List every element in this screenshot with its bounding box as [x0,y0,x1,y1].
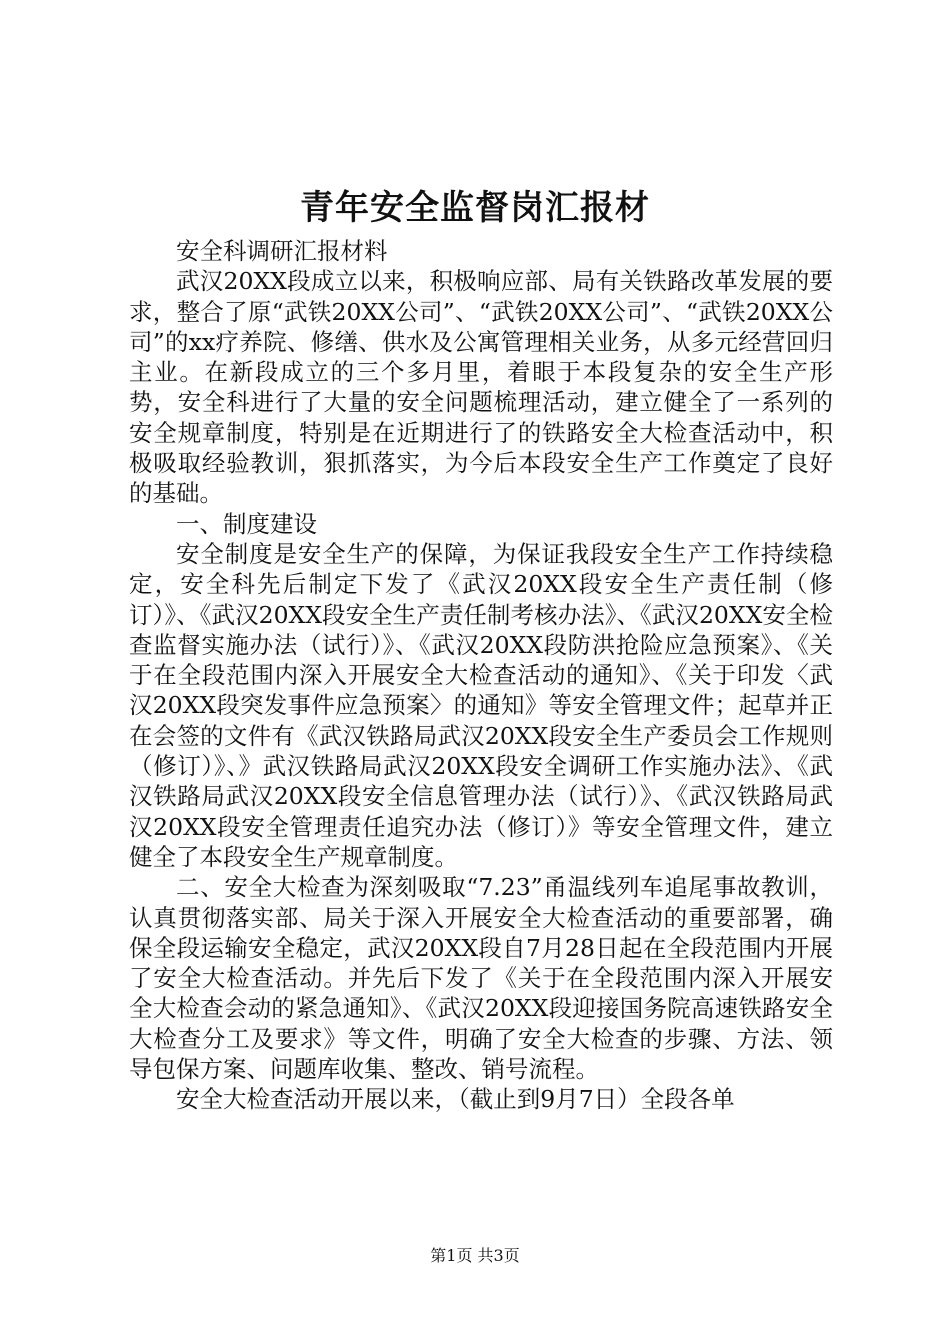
paragraph-system: 安全制度是安全生产的保障，为保证我段安全生产工作持续稳定，安全科先后制定下发了《武汉20XX段安全生产责任制（修订）》、《武汉20XX段安全生产责任制考核办法》、《武汉20XX安全检查监督实施办法（试行）》、《武汉20XX段防洪抢险应急预案》、《关于在全段范围内深入开展安全大检查活动的通知》、《关于印发〈武汉20XX段突发事件应急预案〉的通知》等安全管理文件；起草并正在会签的文件有《武汉铁路局武汉20XX段安全生产委员会工作规则（修订）》、》武汉铁路局武汉20XX段安全调研工作实施办法》、《武汉铁路局武汉20XX段安全信息管理办法（试行）》、《武汉铁路局武汉20XX段安全管理责任追究办法（修订）》等安全管理文件，建立健全了本段安全生产规章制度。 [129,539,833,871]
section-heading-system: 一、制度建设 [176,509,317,538]
paragraph-inspection-progress: 安全大检查活动开展以来，（截止到9月7日）全段各单 [176,1085,735,1114]
paragraph-subtitle: 安全科调研汇报材料 [176,237,388,265]
document-title: 青年安全监督岗汇报材 [300,188,650,228]
document-body [129,236,833,1115]
paragraph-intro: 武汉20XX段成立以来，积极响应部、局有关铁路改革发展的要求，整合了原“武铁20XX公司”、“武铁20XX公司”、“武铁20XX公司”的xx疗养院、修缮、供水及公寓管理相关业务，从多元经营回归主业。在新段成立的三个多月里，着眼于本段复杂的安全生产形势，安全科进行了大量的安全问题梳理活动，建立健全了一系列的安全规章制度，特别是在近期进行了的铁路安全大检查活动中，积极吸取经验教训，狠抓落实，为今后本段安全生产工作奠定了良好的基础。 [129,267,833,508]
page-number: 第1页 共3页 [430,1246,520,1265]
paragraph-inspection: 二、安全大检查为深刻吸取“7.23”甬温线列车追尾事故教训，认真贯彻落实部、局关于深入开展安全大检查活动的重要部署，确保全段运输安全稳定，武汉20XX段自7月28日起在全段范围内开展了安全大检查活动。并先后下发了《关于在全段范围内深入开展安全大检查会动的紧急通知》、《武汉20XX段迎接国务院高速铁路安全大检查分工及要求》等文件，明确了安全大检查的步骤、方法、领导包保方案、问题库收集、整改、销号流程。 [129,873,833,1084]
